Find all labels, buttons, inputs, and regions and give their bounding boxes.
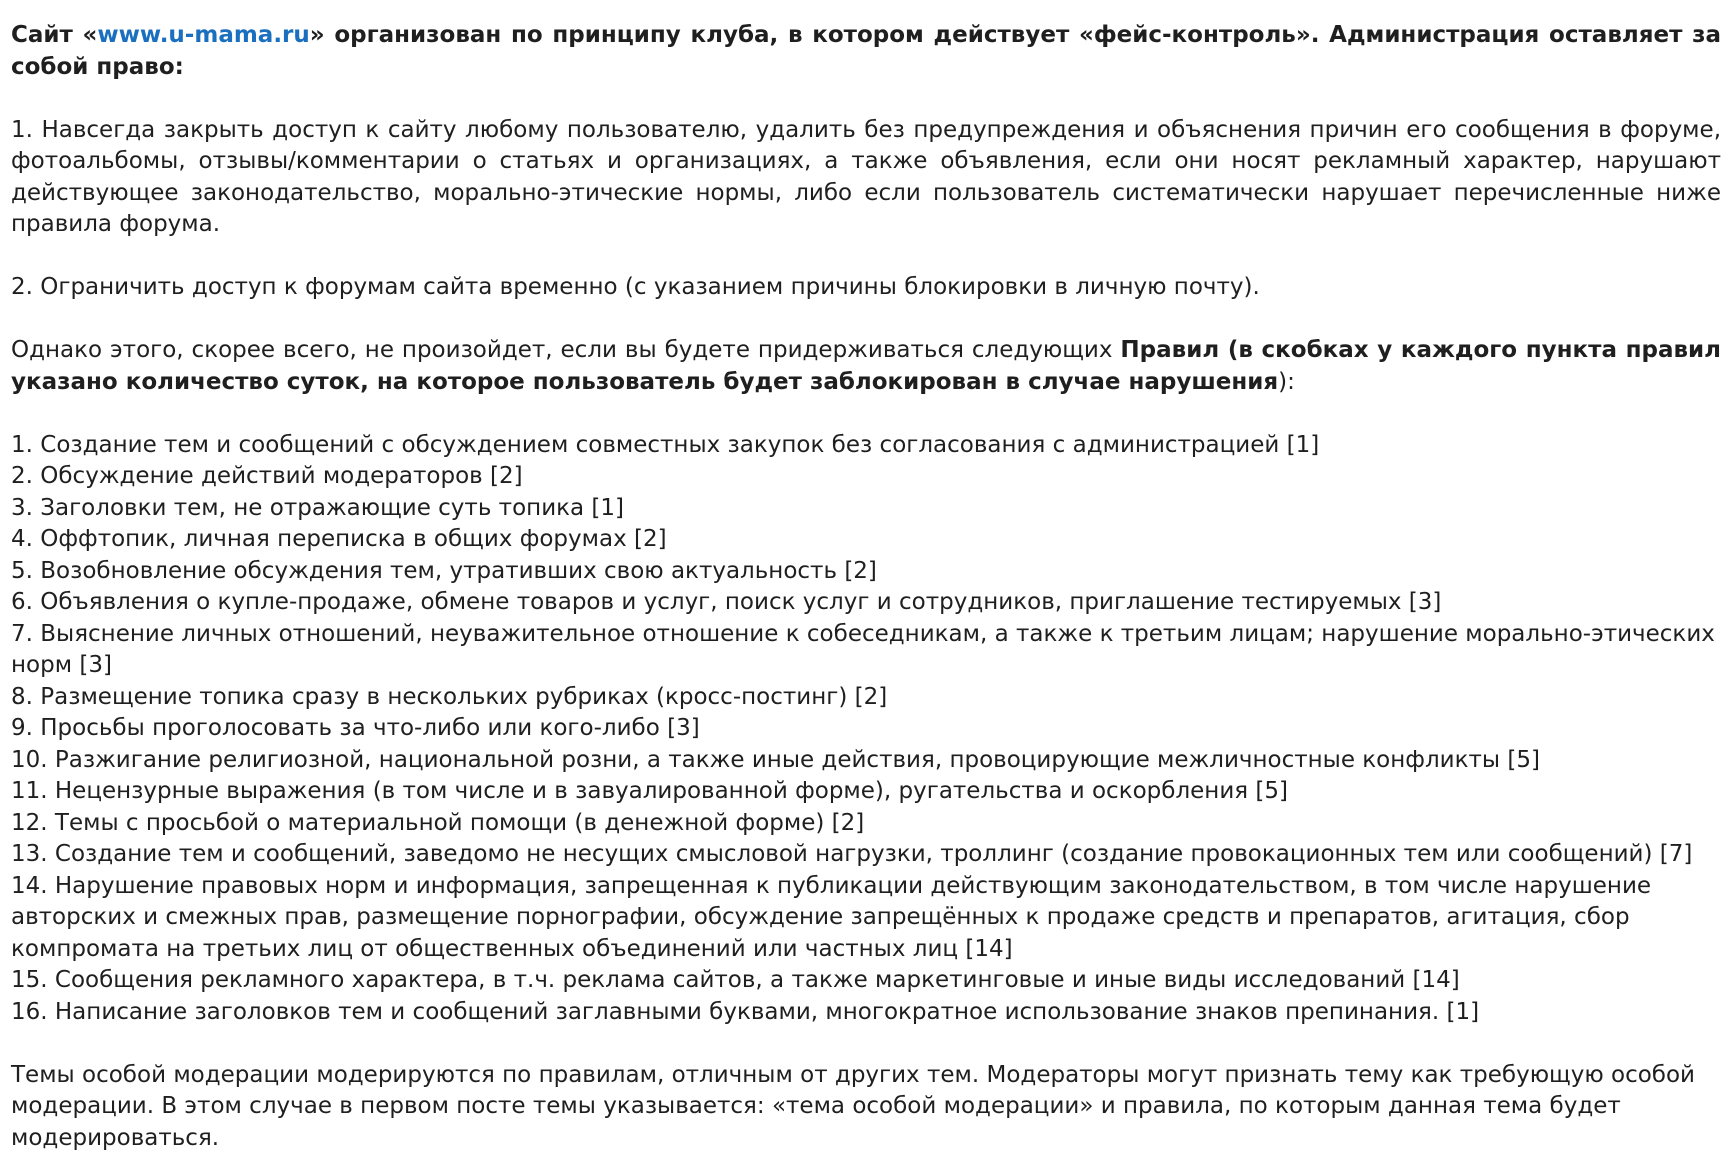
rules-content [11,20,1721,1154]
rule-item: 15. Сообщения рекламного характера, в т.ч. реклама сайтов, а также маркетинговые и иные виды исследований [14] [11,967,1460,993]
rule-item: 11. Нецензурные выражения (в том числе и в завуалированной форме), ругательства и оскорбления [5] [11,778,1289,804]
rule-item: 5. Возобновление обсуждения тем, утративших свою актуальность [2] [11,557,877,584]
rule-item: 16. Написание заголовков тем и сообщений заглавными буквами, многократное использование знаков препинания. [1] [11,998,1480,1025]
site-link[interactable]: www.u-mama.ru [97,22,310,48]
rule-item: 4. Оффтопик, личная переписка в общих форумах [2] [11,526,667,552]
spacer [11,1028,1721,1060]
rule-item: 1. Создание тем и сообщений с обсуждением совместных закупок без согласования с администрацией [1] [11,431,1320,458]
rules-intro-bold: Правил (в скобках у каждого пункта правил указано количество суток, на которое пользователь будет заблокирован в случае нарушения [11,337,1722,395]
intro-prefix: Сайт « [11,22,98,48]
rules-intro-text: Однако этого, скорее всего, не произойдет, если вы будете придерживаться следующих [11,337,1121,363]
rule-item: 6. Объявления о купле-продаже, обмене товаров и услуг, поиск услуг и сотрудников, приглашение тестируемых [3] [11,589,1442,615]
rule-item: 8. Размещение топика сразу в нескольких рубриках (кросс-постинг) [2] [11,683,888,710]
rule-item: 3. Заголовки тем, не отражающие суть топика [1] [11,494,625,521]
rule-item: 2. Обсуждение действий модераторов [2] [11,463,523,489]
spacer [11,83,1721,115]
rule-item: 9. Просьбы проголосовать за что-либо или кого-либо [3] [11,715,700,741]
rule-item: 14. Нарушение правовых норм и информация, запрещенная к публикации действующим законодательством, в том числе нарушение авторских и смежных прав, размещение порнографии, обсуждение запрещённых к продаже средств и препаратов, агитация, сбор компромата на третьих лиц от общественных объединений или частных лиц [14] [11,872,1652,962]
admin-right-1: 1. Навсегда закрыть доступ к сайту любому пользователю, удалить без предупреждения и объяснения причин его сообщения в форуме, фотоальбомы, отзывы/комментарии о статьях и организациях, а также объявления, если они носят рекламный характер, нарушают действующее законодательство, морально-этические нормы, либо если пользователь систематически нарушает перечисленные ниже правила форума. [11,116,1721,237]
spacer [11,304,1721,336]
rules-intro-paragraph [11,335,1721,398]
rule-item: 13. Создание тем и сообщений, заведомо не несущих смысловой нагрузки, троллинг (создание провокационных тем или сообщений) [7] [11,841,1693,867]
spacer [11,398,1721,430]
intro-suffix: » организован по принципу клуба, в котором действует «фейс-контроль». Администрация оставляет за собой право: [11,22,1722,80]
intro-paragraph [11,20,1721,83]
rules-list [11,430,1721,1029]
rule-item: 10. Разжигание религиозной, национальной розни, а также иные действия, провоцирующие межличностные конфликты [5] [11,746,1540,773]
rule-item: 7. Выяснение личных отношений, неуважительное отношение к собеседникам, а также к третьим лицам; нарушение морально-этических норм [3] [11,620,1715,678]
spacer [11,241,1721,273]
admin-right-2: 2. Ограничить доступ к форумам сайта временно (с указанием причины блокировки в личную почту). [11,274,1260,300]
special-moderation-paragraph: Темы особой модерации модерируются по правилам, отличным от других тем. Модераторы могут признать тему как требующую особой модерации. В этом случае в первом посте темы указывается: «тема особой модерации» и правила, по которым данная тема будет модерироваться. [11,1061,1695,1151]
rule-item: 12. Темы с просьбой о материальной помощи (в денежной форме) [2] [11,809,865,836]
rules-intro-tail: ): [1278,368,1295,395]
